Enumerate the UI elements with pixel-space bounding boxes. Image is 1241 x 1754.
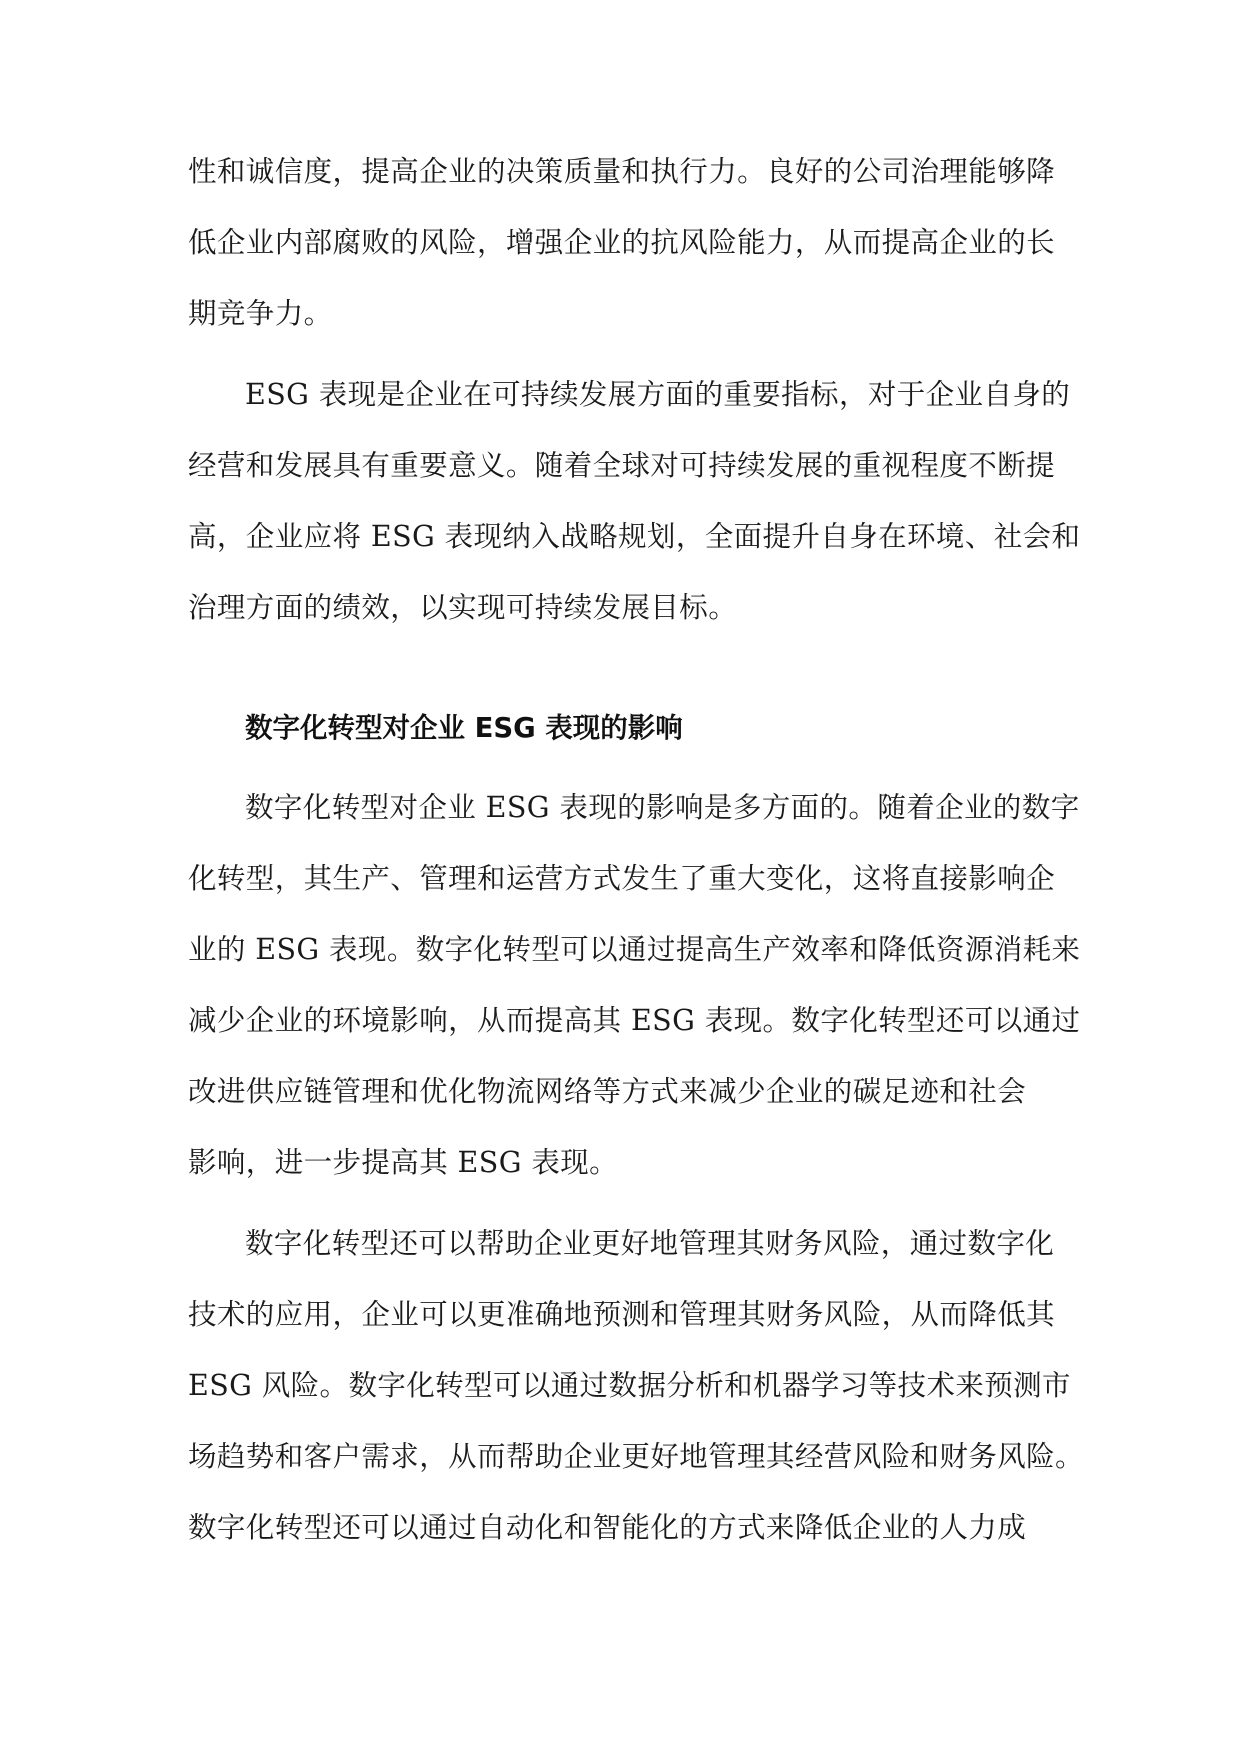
- section-paragraph-1-line-3: 业的 ESG 表现。数字化转型可以通过提高生产效率和降低资源消耗来: [188, 933, 1081, 966]
- paragraph-2-line-3: 高，企业应将 ESG 表现纳入战略规划，全面提升自身在环境、社会和: [188, 520, 1081, 553]
- section-paragraph-1-line-1: 数字化转型对企业 ESG 表现的影响是多方面的。随着企业的数字: [245, 791, 1080, 824]
- section-paragraph-2-line-3: ESG 风险。数字化转型可以通过数据分析和机器学习等技术来预测市: [188, 1369, 1071, 1402]
- section-paragraph-1-line-4: 减少企业的环境影响，从而提高其 ESG 表现。数字化转型还可以通过: [188, 1004, 1081, 1037]
- paragraph-1-line-2: 低企业内部腐败的风险，增强企业的抗风险能力，从而提高企业的长: [188, 226, 1056, 259]
- paragraph-1-line-3: 期竞争力。: [188, 297, 333, 330]
- section-heading: 数字化转型对企业 ESG 表现的影响: [245, 712, 683, 744]
- paragraph-2-line-1: ESG 表现是企业在可持续发展方面的重要指标，对于企业自身的: [245, 378, 1071, 411]
- paragraph-1-line-1: 性和诚信度，提高企业的决策质量和执行力。良好的公司治理能够降: [188, 155, 1056, 188]
- paragraph-2-line-2: 经营和发展具有重要意义。随着全球对可持续发展的重视程度不断提: [188, 449, 1056, 482]
- section-paragraph-2-line-4: 场趋势和客户需求，从而帮助企业更好地管理其经营风险和财务风险。: [188, 1440, 1084, 1473]
- section-paragraph-2-line-1: 数字化转型还可以帮助企业更好地管理其财务风险，通过数字化: [245, 1227, 1055, 1260]
- section-paragraph-1-line-2: 化转型，其生产、管理和运营方式发生了重大变化，这将直接影响企: [188, 862, 1056, 895]
- section-paragraph-2-line-2: 技术的应用，企业可以更准确地预测和管理其财务风险，从而降低其: [188, 1298, 1056, 1331]
- section-paragraph-2-line-5: 数字化转型还可以通过自动化和智能化的方式来降低企业的人力成: [188, 1511, 1027, 1544]
- section-paragraph-1-line-6: 影响，进一步提高其 ESG 表现。: [188, 1146, 619, 1179]
- section-paragraph-1-line-5: 改进供应链管理和优化物流网络等方式来减少企业的碳足迹和社会: [188, 1075, 1027, 1108]
- paragraph-2-line-4: 治理方面的绩效，以实现可持续发展目标。: [188, 591, 738, 624]
